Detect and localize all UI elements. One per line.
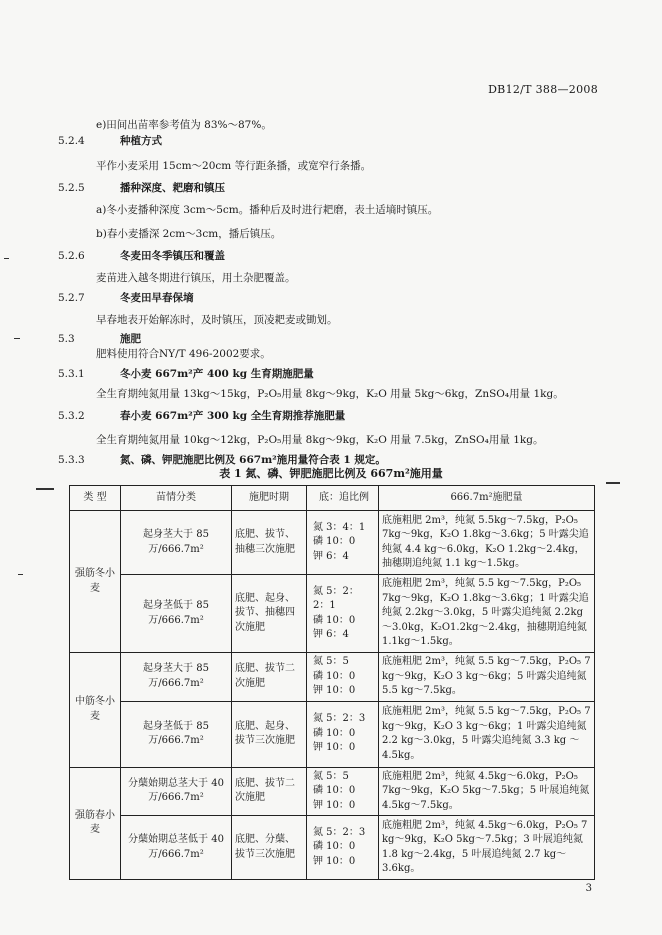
amount-cell: 底施粗肥 2m³，纯氮 5.5 kg～7.5kg，P₂O₅ 7 kg～9kg，K₂O 3 kg～6kg；1 叶露尖追纯氮 2.2 kg～3.0kg，5 叶露尖追纯氮 3.3 kg ～4.5kg。 [379, 701, 595, 767]
section-number: 5.3.2 [58, 410, 85, 422]
period-cell: 底肥、拔节二次施肥 [232, 653, 307, 702]
table-row [70, 701, 595, 767]
amount-cell: 底施粗肥 2m³，纯氮 5.5kg～7.5kg，P₂O₅ 7kg～9kg，K₂O 1.8kg～3.6kg；5 叶露尖追纯氮 4.4 kg～6.0kg，K₂O 1.2kg～2.4kg，抽穗期追纯氮 1.1 kg～1.5kg。 [379, 511, 595, 575]
header-ratio: 底：追比例 [307, 486, 379, 511]
period-cell: 底肥、拔节二次施肥 [232, 767, 307, 816]
ratio-line: 磷 10：0 [313, 841, 356, 853]
section-heading [58, 248, 225, 263]
type-cell: 中筋冬小麦 [70, 653, 121, 768]
type-cell: 强筋冬小麦 [70, 511, 121, 653]
amount-cell: 底施粗肥 2m³，纯氮 4.5kg～6.0kg，P₂O₅ 7 kg～9kg，K₂O 5kg～7.5kg；3 叶展追纯氮 1.8 kg～2.4kg，5 叶展追纯氮 2.7 kg～3.6kg。 [379, 816, 595, 880]
header-type: 类 型 [70, 486, 121, 511]
section-heading [58, 408, 345, 423]
ratio-cell [307, 767, 379, 816]
section-title: 冬小麦 667m²产 400 kg 生育期施肥量 [120, 368, 314, 380]
ratio-line: 氮 5：2：2：1 [313, 585, 359, 611]
ratio-cell [307, 511, 379, 575]
table-caption: 表 1 氮、磷、钾肥施肥比例及 667m²施用量 [219, 467, 443, 480]
document-code: DB12/T 388—2008 [488, 83, 598, 96]
header-growth: 苗情分类 [121, 486, 232, 511]
section-heading [58, 290, 194, 305]
section-title: 冬麦田冬季镇压和覆盖 [120, 250, 225, 262]
section-number: 5.2.7 [58, 292, 85, 304]
ratio-line: 磷 10：0 [313, 785, 356, 796]
table-row [70, 653, 595, 702]
section-heading [58, 331, 141, 346]
scan-mark [4, 258, 9, 259]
section-number: 5.2.6 [58, 250, 85, 262]
page-number: 3 [585, 883, 592, 894]
scan-mark [36, 488, 54, 490]
amount-cell: 底施粗肥 2m³，纯氮 4.5kg～6.0kg，P₂O₅ 7kg～9kg，K₂O 5kg～7.5kg；5 叶展追纯氮 4.5kg～7.5kg。 [379, 767, 595, 816]
section-number: 5.3.1 [58, 368, 85, 380]
paragraph: 全生育期纯氮用量 13kg～15kg，P₂O₅用量 8kg～9kg，K₂O 用量 5kg～6kg，ZnSO₄用量 1kg。 [96, 388, 564, 400]
ratio-line: 钾 6：4 [313, 629, 349, 640]
period-cell: 底肥、分蘖、拔节三次施肥 [232, 816, 307, 880]
paragraph: b)春小麦播深 2cm～3cm，播后镇压。 [96, 228, 282, 240]
scan-mark [606, 482, 620, 484]
paragraph: a)冬小麦播种深度 3cm～5cm。播种后及时进行耙磨，表土适墒时镇压。 [96, 204, 439, 216]
growth-cell: 分蘖始期总茎低于 40 万/666.7m² [121, 816, 232, 880]
section-number: 5.3.3 [58, 454, 85, 466]
section-title: 播种深度、耙磨和镇压 [120, 182, 225, 194]
ratio-line: 磷 10：0 [313, 536, 356, 548]
section-number: 5.3 [58, 333, 75, 345]
paragraph: 肥料使用符合NY/T 496-2002要求。 [96, 348, 271, 360]
ratio-line: 氮 5：2：3 [313, 826, 366, 838]
ratio-line: 钾 10：0 [313, 742, 356, 754]
section-heading [58, 366, 314, 381]
ratio-cell [307, 816, 379, 880]
table-row [70, 767, 595, 816]
section-title: 冬麦田早春保墒 [120, 292, 194, 304]
growth-cell: 起身茎大于 85 万/666.7m² [121, 653, 232, 702]
paragraph: 全生育期纯氮用量 10kg～12kg，P₂O₅用量 8kg～9kg，K₂O 用量 7.5kg，ZnSO₄用量 1kg。 [96, 434, 544, 446]
table-row [70, 575, 595, 653]
ratio-line: 钾 10：0 [313, 855, 356, 867]
period-cell: 底肥、起身、拔节、抽穗四次施肥 [232, 575, 307, 653]
ratio-line: 钾 10：0 [313, 799, 356, 811]
paragraph: 早春地表开始解冻时，及时镇压，顶凌耙麦或锄划。 [96, 314, 338, 326]
paragraph: 平作小麦采用 15cm～20cm 等行距条播，或宽窄行条播。 [96, 160, 372, 172]
ratio-line: 氮 5：5 [313, 656, 349, 667]
growth-cell: 分蘖始期总茎大于 40 万/666.7m² [121, 767, 232, 816]
ratio-line: 氮 3：4：1 [313, 521, 366, 533]
section-title: 施肥 [120, 333, 141, 345]
ratio-cell [307, 653, 379, 702]
section-heading [58, 180, 225, 195]
fertilizer-table [69, 485, 595, 880]
ratio-cell [307, 701, 379, 767]
header-amount: 666.7m²施肥量 [379, 486, 595, 511]
period-cell: 底肥、拔节、抽穗三次施肥 [232, 511, 307, 575]
section-title: 氮、磷、钾肥施肥比例及 667m²施用量符合表 1 规定。 [120, 454, 386, 466]
section-heading [58, 133, 162, 148]
ratio-line: 钾 6：4 [313, 550, 349, 562]
period-cell: 底肥、起身、拔节三次施肥 [232, 701, 307, 767]
ratio-line: 磷 10：0 [313, 670, 356, 682]
growth-cell: 起身茎大于 85 万/666.7m² [121, 511, 232, 575]
table-body [70, 511, 595, 880]
section-number: 5.2.4 [58, 135, 85, 147]
scan-mark [18, 574, 23, 575]
growth-cell: 起身茎低于 85 万/666.7m² [121, 701, 232, 767]
ratio-line: 磷 10：0 [313, 727, 356, 739]
section-title: 种植方式 [120, 135, 162, 147]
header-period: 施肥时期 [232, 486, 307, 511]
section-number: 5.2.5 [58, 182, 85, 194]
table-header-row [70, 486, 595, 511]
growth-cell: 起身茎低于 85 万/666.7m² [121, 575, 232, 653]
ratio-cell [307, 575, 379, 653]
type-cell: 强筋春小麦 [70, 767, 121, 880]
scan-mark [14, 338, 20, 339]
amount-cell: 底施粗肥 2m³，纯氮 5.5 kg～7.5kg，P₂O₅ 7kg～9kg，K₂O 1.8kg～3.6kg；1 叶露尖追纯氮 2.2kg～3.0kg，5 叶露尖追纯氮 2.2kg～3.0kg，K₂O1.2kg～2.4kg，抽穗期追纯氮 1.1kg～1.5kg。 [379, 575, 595, 653]
table-row [70, 511, 595, 575]
amount-cell: 底施粗肥 2m³，纯氮 5.5 kg～7.5kg，P₂O₅ 7 kg～9kg，K₂O 3 kg～6kg；5 叶露尖追纯氮 5.5 kg～7.5kg。 [379, 653, 595, 702]
paragraph: 麦苗进入越冬期进行镇压，用土杂肥覆盖。 [96, 272, 296, 284]
ratio-line: 磷 10：0 [313, 614, 356, 626]
table-row [70, 816, 595, 880]
ratio-line: 氮 5：2：3 [313, 713, 366, 725]
section-title: 春小麦 667m²产 300 kg 全生育期推荐施肥量 [120, 410, 346, 422]
ratio-line: 钾 10：0 [313, 685, 356, 696]
ratio-line: 氮 5：5 [313, 770, 349, 782]
paragraph: e)田间出苗率参考值为 83%～87%。 [96, 119, 272, 131]
